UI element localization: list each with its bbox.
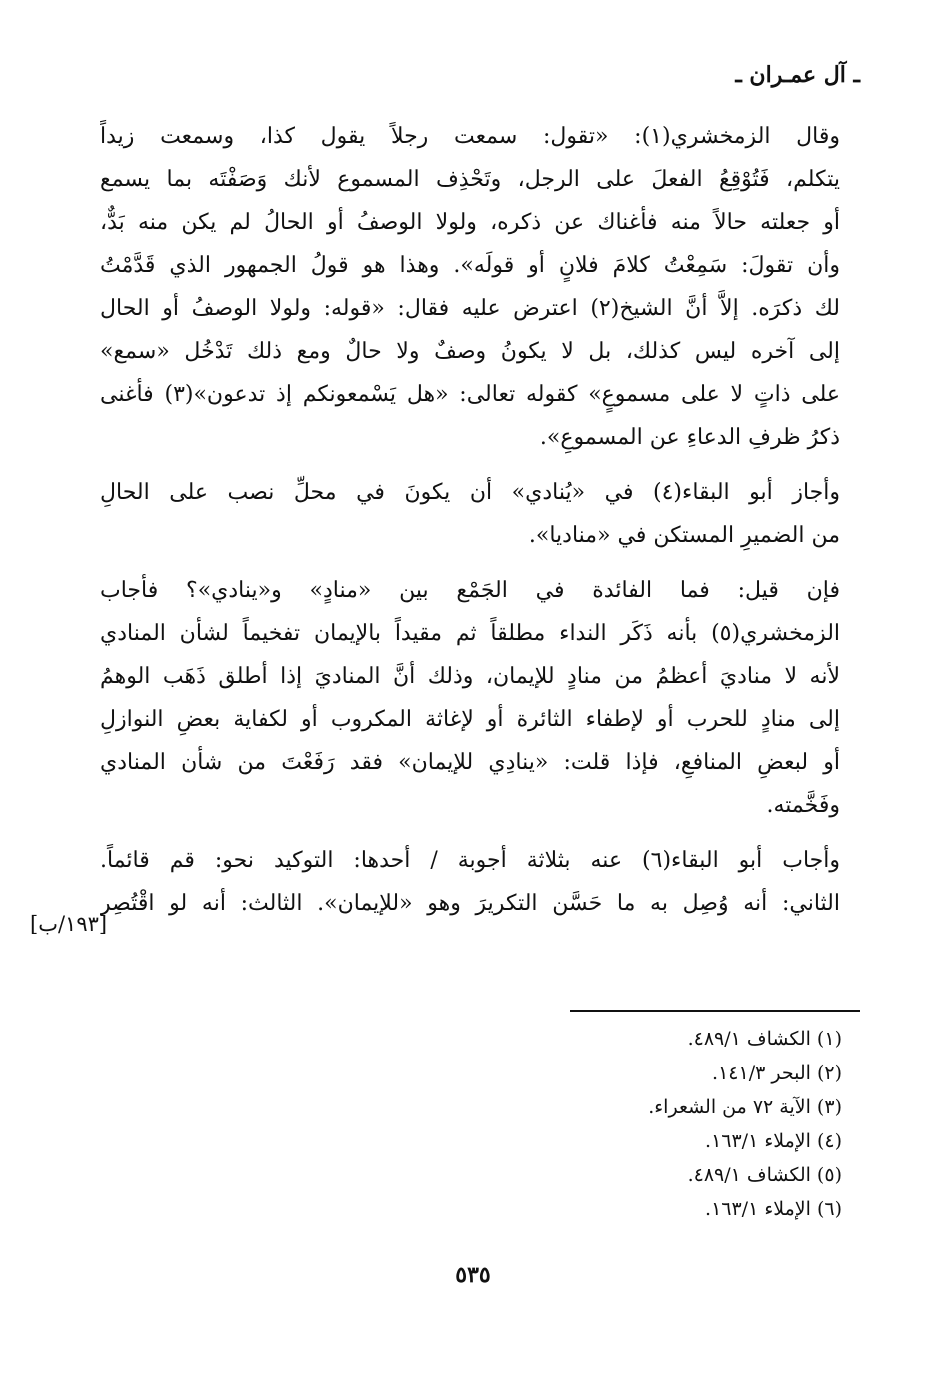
footnote: (٤) الإملاء ١٦٣/١. — [705, 1130, 842, 1152]
paragraph-1 — [100, 115, 840, 459]
footnote: (٥) الكشاف ٤٨٩/١. — [687, 1164, 842, 1186]
text-line: الثاني: أنه وُصِل به ما حَسَّن التكريرَ وهو «للإيمان». الثالث: أنه لو اقْتُصِر — [100, 891, 840, 916]
text-line: من الضميرِ المستكن في «مناديا». — [528, 523, 840, 548]
page-number: ٥٣٥ — [455, 1262, 491, 1288]
paragraph-4 — [100, 839, 840, 925]
text-line: الزمخشري(٥) بأنه ذَكَر النداء مطلقاً ثم مقيداً بالإيمان تفخيماً لشأن المنادي — [100, 621, 840, 646]
text-line: على ذاتٍ لا على مسموعٍ» كقوله تعالى: «هل يَسْمعونكم إذ تدعون»(٣) فأغنى — [100, 382, 840, 407]
paragraph-3 — [100, 569, 840, 827]
text-line: ذكرُ ظرفِ الدعاءِ عن المسموعِ». — [539, 425, 840, 450]
footnotes — [648, 1022, 842, 1226]
text-line: وقال الزمخشري(١): «تقول: سمعت رجلاً يقول كذا، وسمعت زيداً — [100, 124, 840, 149]
body-text — [100, 115, 840, 925]
text-line: لأنه لا مناديَ أعظمُ من منادٍ للإيمان، وذلك أنَّ المناديَ إذا أطلق ذَهَب الوهمُ — [100, 664, 840, 689]
paragraph-2 — [100, 471, 840, 557]
footnote-divider — [570, 1010, 860, 1012]
text-line: إلى آخره ليس كذلك، بل لا يكونُ وصفٌ ولا حالٌ ومع ذلك تَدْخُل «سمع» — [100, 339, 840, 364]
text-line: أو لبعضِ المنافعِ، فإذا قلت: «ينادِي للإيمان» فقد رَفَعْتَ من شأن المنادي — [100, 750, 840, 775]
text-line: وأجاز أبو البقاء(٤) في «يُنادي» أن يكونَ في محلِّ نصب على الحالِ — [100, 480, 840, 505]
text-line: أو جعلته حالاً منه فأغناك عن ذكره، ولولا الوصفُ أو الحالُ لم يكن منه بَدٌّ، — [100, 210, 840, 235]
manuscript-folio-reference: [١٩٣/ب] — [30, 912, 108, 936]
text-line: يتكلم، فَتُوْقِعُ الفعلَ على الرجل، وتَحْذِف المسموع لأنك وَصَفْتَه بما يسمع — [100, 167, 840, 192]
footnote: (١) الكشاف ٤٨٩/١. — [687, 1028, 842, 1050]
text-line: لك ذكرَه. إلاَّ أنَّ الشيخ(٢) اعترض عليه فقال: «قوله: ولولا الوصفُ أو الحال — [100, 296, 840, 321]
text-line: وأجاب أبو البقاء(٦) عنه بثلاثة أجوبة / أحدها: التوكيد نحو: قم قائماً. — [100, 848, 840, 873]
text-line: وفَخَّمته. — [766, 793, 840, 818]
running-header: ـ آل عمـران ـ — [735, 62, 860, 88]
text-line: فإن قيل: فما الفائدة في الجَمْع بين «منادٍ» و«ينادي»؟ فأجاب — [100, 578, 840, 603]
footnote: (٢) البحر ١٤١/٣. — [712, 1062, 842, 1084]
text-line: إلى منادٍ للحرب أو لإطفاء الثائرة أو لإغاثة المكروب أو لكفاية بعضِ النوازلِ — [100, 707, 840, 732]
footnote: (٣) الآية ٧٢ من الشعراء. — [648, 1096, 842, 1118]
text-line: وأن تقولَ: سَمِعْتُ كلامَ فلانٍ أو قولَه». وهذا هو قولُ الجمهور الذي قَدَّمْتُ — [100, 253, 840, 278]
footnote: (٦) الإملاء ١٦٣/١. — [705, 1198, 842, 1220]
